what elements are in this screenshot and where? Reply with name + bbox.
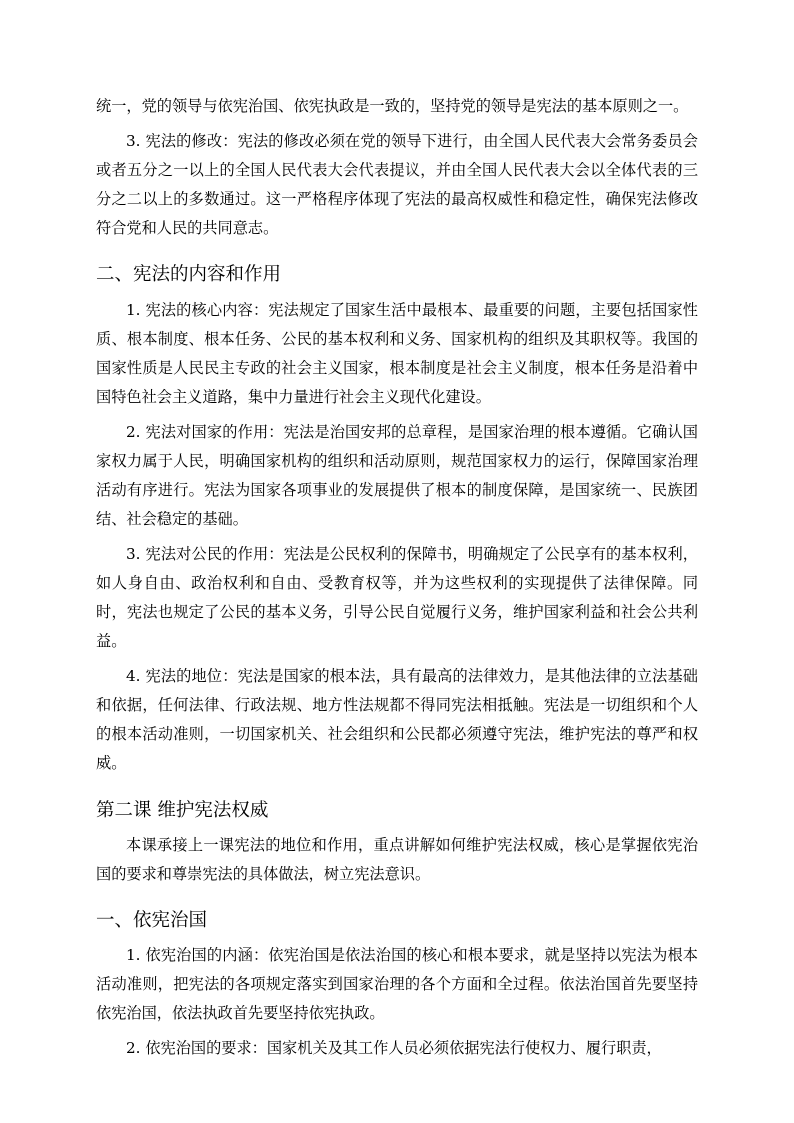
lesson-heading: 第二课 维护宪法权威 (96, 800, 269, 821)
paragraph-role-for-citizens: 3. 宪法对公民的作用：宪法是公民权利的保障书，明确规定了公民享有的基本权利，如人身自由、政治权利和自由、受教育权等，并为这些权利的实现提供了法律保障。同时，宪法也规定了公民的基本义务，引导公民自觉履行义务，维护国家利益和社会公共利益。 (96, 545, 698, 650)
paragraph-role-for-state: 2. 宪法对国家的作用：宪法是治国安邦的总章程，是国家治理的根本遵循。它确认国家权力属于人民，明确国家机构的组织和活动原则，规范国家权力的运行，保障国家治理活动有序进行。宪法为国家各项事业的发展提供了根本的制度保障，是国家统一、民族团结、社会稳定的基础。 (96, 423, 698, 528)
paragraph-rule-meaning: 1. 依宪治国的内涵：依宪治国是依法治国的核心和根本要求，就是坚持以宪法为根本活动准则，把宪法的各项规定落实到国家治理的各个方面和全过程。依法治国首先要坚持依宪治国，依法执政首先要坚持依宪执政。 (96, 946, 698, 1022)
paragraph-lesson-intro: 本课承接上一课宪法的地位和作用，重点讲解如何维护宪法权威，核心是掌握依宪治国的要求和尊崇宪法的具体做法，树立宪法意识。 (96, 836, 698, 883)
paragraph-core-content: 1. 宪法的核心内容：宪法规定了国家生活中最根本、最重要的问题，主要包括国家性质、根本制度、根本任务、公民的基本权利和义务、国家机构的组织及其职权等。我国的国家性质是人民民主专政的社会主义国家，根本制度是社会主义制度，根本任务是沿着中国特色社会主义道路，集中力量进行社会主义现代化建设。 (96, 301, 698, 406)
paragraph-rule-requirements: 2. 依宪治国的要求：国家机关及其工作人员必须依据宪法行使权力、履行职责， (126, 1039, 662, 1057)
paragraph-constitution-amendment: 3. 宪法的修改：宪法的修改必须在党的领导下进行，由全国人民代表大会常务委员会或者五分之一以上的全国人民代表大会代表提议，并由全国人民代表大会以全体代表的三分之二以上的多数通过。这一严格程序体现了宪法的最高权威性和稳定性，确保宪法修改符合党和人民的共同意志。 (96, 132, 698, 237)
paragraph-continuation: 统一，党的领导与依宪治国、依宪执政是一致的，坚持党的领导是宪法的基本原则之一。 (96, 97, 689, 115)
paragraph-constitution-status: 4. 宪法的地位：宪法是国家的根本法，具有最高的法律效力，是其他法律的立法基础和依据，任何法律、行政法规、地方性法规都不得同宪法相抵触。宪法是一切组织和个人的根本活动准则，一切国家机关、社会组织和公民都必须遵守宪法，维护宪法的尊严和权威。 (96, 667, 698, 772)
section-heading-rule-by-constitution: 一、依宪治国 (96, 910, 208, 931)
section-heading-content-and-role: 二、宪法的内容和作用 (96, 264, 282, 285)
document-page (96, 92, 698, 1063)
